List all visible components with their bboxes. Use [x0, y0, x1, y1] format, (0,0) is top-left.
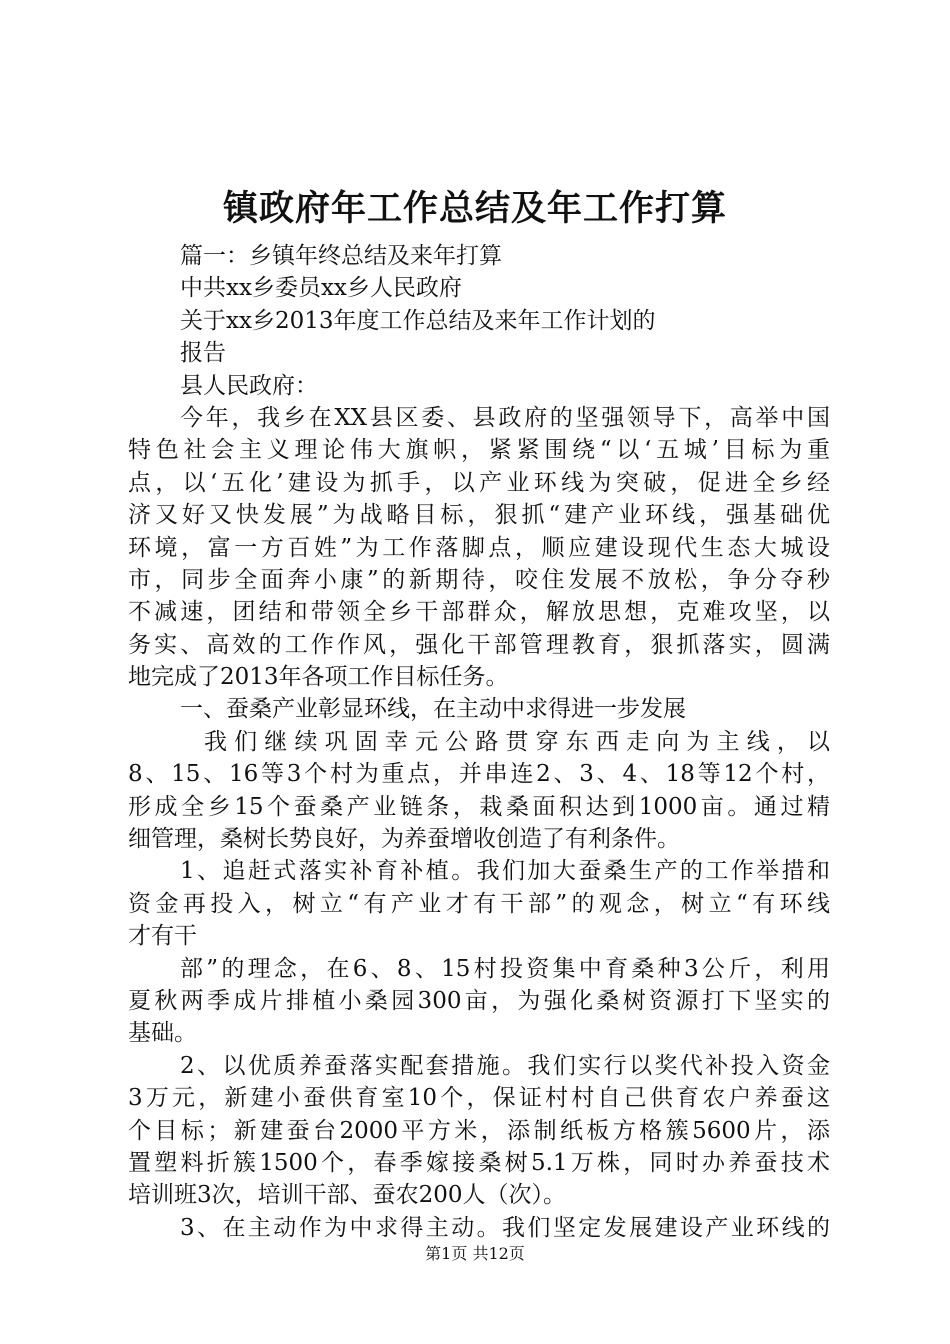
text-line: 3万元，新建小蚕供育室10个，保证村村自己供育农户养蚕这 — [128, 1085, 830, 1112]
text-line: 济又好又快发展”为战略目标，狠抓“建产业环线，强基础优 — [128, 502, 830, 529]
text-line: 8、15、16等3个村为重点，并串连2、3、4、18等12个村， — [128, 761, 830, 788]
text-line: 县人民政府： — [180, 372, 318, 399]
text-line: 环境，富一方百姓”为工作落脚点，顺应建设现代生态大城设 — [128, 534, 830, 561]
text-line: 关于xx乡2013年度工作总结及来年工作计划的 — [180, 307, 656, 334]
text-line: 点，以‘五化’建设为抓手，以产业环线为突破，促进全乡经 — [128, 469, 830, 496]
text-line: 中共xx乡委员xx乡人民政府 — [180, 275, 462, 302]
text-line: 培训班3次，培训干部、蚕农200人（次）。 — [128, 1182, 567, 1209]
text-line: 部”的理念，在6、8、15村投资集中育桑种3公斤，利用 — [180, 955, 830, 982]
text-line: 特色社会主义理论伟大旗帜，紧紧围绕“以‘五城’目标为重 — [128, 437, 830, 464]
text-line: 篇一：乡镇年终总结及来年打算 — [180, 243, 502, 269]
page-number: 第1页 共12页 — [425, 1244, 525, 1263]
text-line: 地完成了2013年各项工作目标任务。 — [128, 664, 509, 691]
text-line: 我们继续巩固幸元公路贯穿东西走向为主线，以 — [204, 728, 830, 755]
text-line: 市，同步全面奔小康”的新期待，咬住发展不放松，争分夺秒 — [128, 566, 830, 593]
text-line: 才有干 — [128, 923, 197, 950]
text-line: 不减速，团结和带领全乡干部群众，解放思想，克难攻坚，以 — [128, 599, 830, 626]
text-line: 基础。 — [128, 1020, 197, 1047]
text-line: 细管理，桑树长势良好，为养蚕增收创造了有利条件。 — [128, 826, 680, 853]
document-title: 镇政府年工作总结及年工作打算 — [222, 188, 727, 229]
text-line: 今年，我乡在XX县区委、县政府的坚强领导下，高举中国 — [180, 404, 830, 431]
text-line: 资金再投入，树立“有产业才有干部”的观念，树立“有环线 — [128, 890, 830, 917]
text-line: 夏秋两季成片排植小桑园300亩，为强化桑树资源打下坚实的 — [128, 987, 830, 1014]
text-line: 1、追赶式落实补育补植。我们加大蚕桑生产的工作举措和 — [180, 858, 830, 885]
section-heading: 一、蚕桑产业彰显环线，在主动中求得进一步发展 — [180, 696, 686, 723]
text-line: 3、在主动作为中求得主动。我们坚定发展建设产业环线的 — [180, 1214, 830, 1241]
text-line: 形成全乡15个蚕桑产业链条，栽桑面积达到1000亩。通过精 — [128, 793, 830, 820]
document-body — [128, 240, 830, 1244]
text-line: 个目标；新建蚕台2000平方米，添制纸板方格簇5600片，添 — [128, 1117, 830, 1144]
text-line: 务实、高效的工作作风，强化干部管理教育，狠抓落实，圆满 — [128, 631, 830, 658]
text-line: 报告 — [180, 340, 226, 367]
text-line: 2、以优质养蚕落实配套措施。我们实行以奖代补投入资金 — [180, 1052, 830, 1079]
text-line: 置塑料折簇1500个，春季嫁接桑树5.1万株，同时办养蚕技术 — [128, 1149, 830, 1176]
